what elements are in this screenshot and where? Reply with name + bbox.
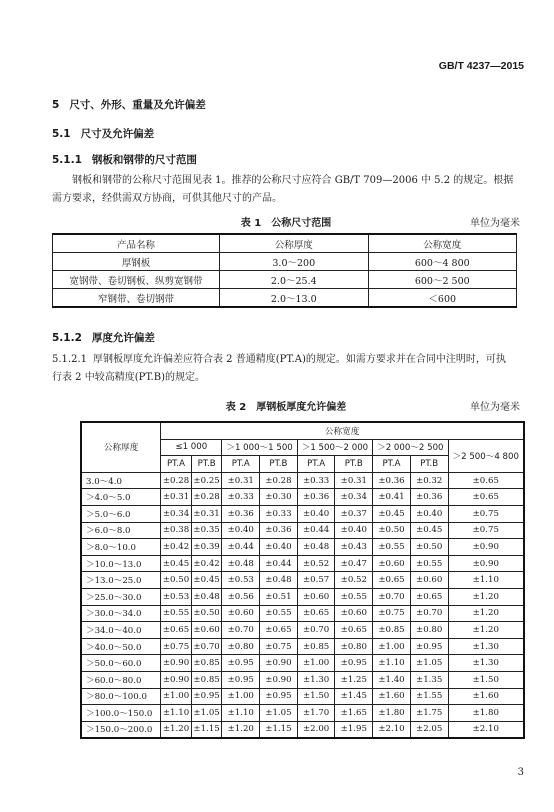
- tolerance-cell: ±1.50: [297, 688, 335, 705]
- tolerance-cell: ±0.45: [161, 555, 192, 572]
- tolerance-cell: ±0.40: [335, 522, 373, 539]
- tolerance-cell: ±0.57: [297, 572, 335, 589]
- tolerance-cell: ±0.33: [260, 505, 298, 522]
- tolerance-cell: ±0.44: [297, 522, 335, 539]
- width-range-header: ＞1 500～2 000: [297, 439, 372, 456]
- table-row: [81, 472, 524, 489]
- table-row: [53, 289, 517, 308]
- table-row: [81, 539, 524, 556]
- thickness-range-cell: ＞10.0～13.0: [81, 555, 161, 572]
- clause-text: 厚钢板厚度允许偏差应符合表 2 普通精度(PT.A)的规定。如需方要求并在合同中注明时，可执行表 2 中较高精度(PT.B)的规定。: [52, 354, 506, 383]
- table-row: [81, 705, 524, 722]
- section-5-heading: [52, 97, 206, 112]
- tolerance-cell: ±1.15: [260, 721, 298, 738]
- width-range-header: ＞2 000～2 500: [373, 439, 448, 456]
- tolerance-cell: ±0.60: [191, 622, 222, 639]
- tolerance-cell: ±0.41: [373, 489, 411, 506]
- table-row: [81, 638, 524, 655]
- tolerance-cell: ±0.52: [297, 555, 335, 572]
- thickness-range-cell: ＞5.0～6.0: [81, 505, 161, 522]
- precision-header: PT.A: [297, 456, 335, 473]
- tolerance-cell: ±0.55: [410, 555, 448, 572]
- tolerance-cell: ±1.30: [448, 655, 524, 672]
- table-cell: 600～4 800: [368, 253, 517, 271]
- tolerance-cell: ±1.80: [448, 705, 524, 722]
- tolerance-cell: ±1.40: [373, 671, 411, 688]
- thickness-range-cell: ＞150.0～200.0: [81, 721, 161, 738]
- thickness-range-cell: ＞60.0～80.0: [81, 671, 161, 688]
- tolerance-cell: ±0.60: [222, 605, 260, 622]
- tolerance-cell: ±1.05: [260, 705, 298, 722]
- tolerance-cell: ±0.34: [161, 505, 192, 522]
- tolerance-cell: ±0.47: [335, 555, 373, 572]
- tolerance-cell: ±1.20: [448, 622, 524, 639]
- tolerance-cell: ±1.25: [335, 671, 373, 688]
- tolerance-cell: ±0.42: [191, 555, 222, 572]
- section-number: 5.1.1: [52, 154, 82, 166]
- section-title: 钢板和钢带的尺寸范围: [91, 154, 197, 166]
- tolerance-cell: ±2.10: [373, 721, 411, 738]
- tolerance-cell: ±1.05: [410, 655, 448, 672]
- table-row: [53, 271, 517, 289]
- table-row: [81, 522, 524, 539]
- section-title: 厚度允许偏差: [91, 332, 155, 344]
- tolerance-cell: ±1.10: [222, 705, 260, 722]
- tolerance-cell: ±0.80: [335, 638, 373, 655]
- tolerance-cell: ±0.40: [222, 522, 260, 539]
- tolerance-cell: ±1.45: [335, 688, 373, 705]
- tolerance-cell: ±0.75: [448, 505, 524, 522]
- width-range-header: ≤1 000: [161, 439, 222, 456]
- tolerance-cell: ±0.31: [191, 505, 222, 522]
- tolerance-cell: ±0.40: [410, 505, 448, 522]
- tolerance-cell: ±0.39: [191, 539, 222, 556]
- tolerance-cell: ±1.95: [335, 721, 373, 738]
- tolerance-cell: ±0.80: [222, 638, 260, 655]
- tolerance-cell: ±0.85: [191, 655, 222, 672]
- tolerance-cell: ±0.90: [260, 655, 298, 672]
- thickness-range-cell: ＞34.0～40.0: [81, 622, 161, 639]
- section-title: 尺寸及允许偏差: [80, 128, 155, 140]
- tolerance-cell: ±0.50: [161, 572, 192, 589]
- table-2-header-width: 公称宽度: [161, 422, 524, 439]
- table-1-title: 表 1 公称尺寸范围: [240, 218, 332, 229]
- tolerance-cell: ±1.00: [222, 688, 260, 705]
- tolerance-cell: ±0.40: [297, 505, 335, 522]
- table-2-body: [81, 472, 524, 738]
- paragraph-size-range: 钢板和钢带的公称尺寸范围见表 1。推荐的公称尺寸应符合 GB/T 709—2006 中 5.2 的规定。根据需方要求，经供需双方协商，可供其他尺寸的产品。: [52, 175, 514, 204]
- tolerance-cell: ±0.36: [260, 522, 298, 539]
- tolerance-cell: ±0.60: [410, 572, 448, 589]
- tolerance-cell: ±1.00: [297, 655, 335, 672]
- tolerance-cell: ±0.36: [297, 489, 335, 506]
- table-cell: ＜600: [368, 289, 517, 308]
- tolerance-cell: ±0.70: [373, 588, 411, 605]
- tolerance-cell: ±1.10: [448, 572, 524, 589]
- tolerance-cell: ±2.05: [410, 721, 448, 738]
- table-row: [81, 489, 524, 506]
- tolerance-cell: ±0.31: [222, 472, 260, 489]
- thickness-range-cell: ＞25.0～30.0: [81, 588, 161, 605]
- table-row: [81, 572, 524, 589]
- table-1-unit: 单位为毫米: [470, 218, 520, 229]
- tolerance-cell: ±0.75: [373, 605, 411, 622]
- tolerance-cell: ±1.50: [448, 671, 524, 688]
- section-number: 5.1: [52, 128, 71, 140]
- tolerance-cell: ±1.30: [297, 671, 335, 688]
- tolerance-cell: ±1.20: [448, 588, 524, 605]
- tolerance-cell: ±0.45: [191, 572, 222, 589]
- tolerance-cell: ±0.37: [335, 505, 373, 522]
- tolerance-cell: ±0.36: [410, 489, 448, 506]
- section-number: 5: [52, 99, 60, 111]
- thickness-range-cell: ＞40.0～50.0: [81, 638, 161, 655]
- precision-header: PT.B: [335, 456, 373, 473]
- tolerance-cell: ±1.75: [410, 705, 448, 722]
- tolerance-cell: ±0.50: [373, 522, 411, 539]
- section-5-1-1-heading: [52, 152, 197, 167]
- tolerance-cell: ±0.48: [222, 555, 260, 572]
- tolerance-cell: ±1.60: [373, 688, 411, 705]
- tolerance-cell: ±0.95: [410, 638, 448, 655]
- tolerance-cell: ±0.33: [297, 472, 335, 489]
- tolerance-cell: ±0.45: [410, 522, 448, 539]
- tolerance-cell: ±0.55: [335, 588, 373, 605]
- nominal-size-table: [52, 233, 517, 308]
- tolerance-cell: ±0.85: [297, 638, 335, 655]
- tolerance-cell: ±0.34: [335, 489, 373, 506]
- tolerance-cell: ±0.90: [161, 655, 192, 672]
- tolerance-cell: ±0.51: [260, 588, 298, 605]
- tolerance-cell: ±0.28: [161, 472, 192, 489]
- tolerance-cell: ±0.55: [373, 539, 411, 556]
- precision-header: PT.A: [161, 456, 192, 473]
- tolerance-cell: ±0.44: [222, 539, 260, 556]
- tolerance-cell: ±0.28: [191, 489, 222, 506]
- table-row: [81, 688, 524, 705]
- tolerance-cell: ±1.20: [222, 721, 260, 738]
- tolerance-cell: ±0.90: [448, 555, 524, 572]
- tolerance-cell: ±0.28: [260, 472, 298, 489]
- tolerance-cell: ±0.53: [222, 572, 260, 589]
- thickness-range-cell: ＞50.0～60.0: [81, 655, 161, 672]
- thickness-range-cell: ＞30.0～34.0: [81, 605, 161, 622]
- table-1-header-width: 公称宽度: [368, 234, 517, 253]
- width-range-header: ＞2 500～4 800: [448, 439, 524, 472]
- tolerance-cell: ±0.80: [410, 622, 448, 639]
- tolerance-cell: ±0.65: [335, 622, 373, 639]
- thickness-range-cell: ＞100.0～150.0: [81, 705, 161, 722]
- table-row: [81, 505, 524, 522]
- width-range-header: ＞1 000～1 500: [222, 439, 297, 456]
- tolerance-cell: ±1.00: [161, 688, 192, 705]
- tolerance-cell: ±0.55: [260, 605, 298, 622]
- table-cell: 3.0～200: [220, 253, 368, 271]
- tolerance-cell: ±0.65: [448, 489, 524, 506]
- tolerance-cell: ±0.70: [191, 638, 222, 655]
- tolerance-cell: ±0.95: [191, 688, 222, 705]
- tolerance-cell: ±0.30: [260, 489, 298, 506]
- tolerance-cell: ±0.70: [410, 605, 448, 622]
- tolerance-cell: ±0.85: [373, 622, 411, 639]
- tolerance-cell: ±0.60: [297, 588, 335, 605]
- paragraph-thickness-tolerance: [52, 351, 514, 387]
- tolerance-cell: ±1.35: [410, 671, 448, 688]
- tolerance-cell: ±0.95: [222, 655, 260, 672]
- table-row: [81, 588, 524, 605]
- tolerance-cell: ±0.55: [161, 605, 192, 622]
- tolerance-cell: ±0.32: [410, 472, 448, 489]
- tolerance-cell: ±1.55: [410, 688, 448, 705]
- table-row: [53, 253, 517, 271]
- tolerance-cell: ±0.42: [161, 539, 192, 556]
- tolerance-cell: ±0.65: [297, 605, 335, 622]
- tolerance-cell: ±0.85: [191, 671, 222, 688]
- tolerance-cell: ±0.50: [410, 539, 448, 556]
- tolerance-cell: ±0.50: [191, 605, 222, 622]
- thickness-range-cell: 3.0～4.0: [81, 472, 161, 489]
- tolerance-cell: ±1.05: [191, 705, 222, 722]
- tolerance-cell: ±0.43: [335, 539, 373, 556]
- tolerance-cell: ±0.33: [222, 489, 260, 506]
- tolerance-cell: ±0.53: [161, 588, 192, 605]
- tolerance-cell: ±0.65: [260, 622, 298, 639]
- thickness-range-cell: ＞8.0～10.0: [81, 539, 161, 556]
- table-1-header-thickness: 公称厚度: [220, 234, 368, 253]
- tolerance-cell: ±0.95: [335, 655, 373, 672]
- table-row: [81, 622, 524, 639]
- tolerance-cell: ±0.70: [297, 622, 335, 639]
- section-5-1-heading: [52, 126, 154, 141]
- tolerance-cell: ±0.35: [191, 522, 222, 539]
- table-cell: 厚钢板: [53, 253, 220, 271]
- tolerance-cell: ±2.10: [448, 721, 524, 738]
- tolerance-cell: ±0.36: [222, 505, 260, 522]
- tolerance-cell: ±0.52: [335, 572, 373, 589]
- tolerance-cell: ±1.60: [448, 688, 524, 705]
- tolerance-cell: ±0.95: [260, 688, 298, 705]
- tolerance-cell: ±0.75: [260, 638, 298, 655]
- thickness-range-cell: ＞13.0～25.0: [81, 572, 161, 589]
- table-1-header-product: 产品名称: [53, 234, 220, 253]
- table-cell: 2.0～25.4: [220, 271, 368, 289]
- tolerance-cell: ±0.48: [191, 588, 222, 605]
- tolerance-cell: ±1.30: [448, 638, 524, 655]
- section-5-1-2-heading: [52, 330, 155, 345]
- tolerance-cell: ±0.90: [161, 671, 192, 688]
- thickness-range-cell: ＞4.0～5.0: [81, 489, 161, 506]
- page-number: 3: [517, 767, 524, 778]
- tolerance-cell: ±0.56: [222, 588, 260, 605]
- precision-header: PT.B: [410, 456, 448, 473]
- thickness-range-cell: ＞6.0～8.0: [81, 522, 161, 539]
- tolerance-cell: ±0.48: [260, 572, 298, 589]
- section-title: 尺寸、外形、重量及允许偏差: [69, 99, 206, 111]
- tolerance-cell: ±0.38: [161, 522, 192, 539]
- table-row: [81, 605, 524, 622]
- tolerance-cell: ±0.65: [373, 572, 411, 589]
- standard-code: GB/T 4237—2015: [438, 60, 524, 72]
- tolerance-cell: ±0.90: [260, 671, 298, 688]
- tolerance-cell: ±0.31: [161, 489, 192, 506]
- precision-header: PT.A: [222, 456, 260, 473]
- tolerance-cell: ±1.00: [373, 638, 411, 655]
- table-row: [81, 721, 524, 738]
- tolerance-cell: ±1.10: [373, 655, 411, 672]
- tolerance-cell: ±0.31: [335, 472, 373, 489]
- tolerance-cell: ±1.70: [297, 705, 335, 722]
- tolerance-cell: ±1.10: [161, 705, 192, 722]
- tolerance-cell: ±0.75: [161, 638, 192, 655]
- section-number: 5.1.2: [52, 332, 82, 344]
- tolerance-cell: ±0.45: [373, 505, 411, 522]
- table-2-header-thickness: 公称厚度: [81, 422, 161, 472]
- precision-header: PT.B: [260, 456, 298, 473]
- tolerance-cell: ±2.00: [297, 721, 335, 738]
- tolerance-cell: ±1.15: [191, 721, 222, 738]
- tolerance-cell: ±0.36: [373, 472, 411, 489]
- precision-header: PT.A: [373, 456, 411, 473]
- tolerance-cell: ±0.75: [448, 522, 524, 539]
- table-cell: 2.0～13.0: [220, 289, 368, 308]
- table-2-title: 表 2 厚钢板厚度允许偏差: [225, 402, 347, 413]
- tolerance-cell: ±1.20: [448, 605, 524, 622]
- table-2-unit: 单位为毫米: [470, 402, 520, 413]
- tolerance-cell: ±0.44: [260, 555, 298, 572]
- table-row: [81, 671, 524, 688]
- tolerance-cell: ±0.40: [260, 539, 298, 556]
- thickness-range-cell: ＞80.0～100.0: [81, 688, 161, 705]
- table-row: [81, 655, 524, 672]
- clause-number: 5.1.2.1: [52, 354, 87, 365]
- tolerance-cell: ±0.65: [448, 472, 524, 489]
- table-cell: 600～2 500: [368, 271, 517, 289]
- tolerance-cell: ±0.70: [222, 622, 260, 639]
- precision-header: PT.B: [191, 456, 222, 473]
- tolerance-cell: ±0.65: [410, 588, 448, 605]
- tolerance-cell: ±0.60: [373, 555, 411, 572]
- tolerance-cell: ±0.48: [297, 539, 335, 556]
- tolerance-cell: ±1.80: [373, 705, 411, 722]
- tolerance-cell: ±0.25: [191, 472, 222, 489]
- table-cell: 窄钢带、卷切钢带: [53, 289, 220, 308]
- tolerance-cell: ±1.20: [161, 721, 192, 738]
- table-cell: 宽钢带、卷切钢板、纵剪宽钢带: [53, 271, 220, 289]
- tolerance-cell: ±1.65: [335, 705, 373, 722]
- tolerance-cell: ±0.65: [161, 622, 192, 639]
- tolerance-cell: ±0.90: [448, 539, 524, 556]
- tolerance-cell: ±0.95: [222, 671, 260, 688]
- tolerance-cell: ±0.60: [335, 605, 373, 622]
- thickness-tolerance-table: [80, 421, 525, 739]
- table-row: [81, 555, 524, 572]
